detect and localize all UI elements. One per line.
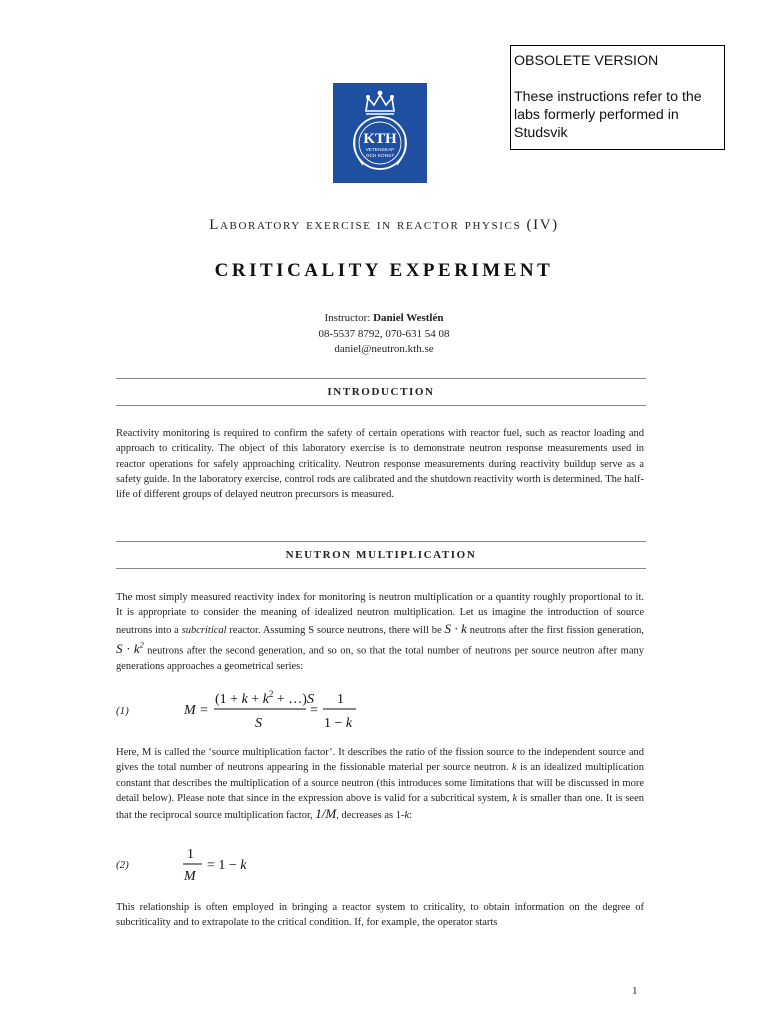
- obsolete-notice-box: [510, 45, 725, 150]
- text-run: The most simply measured reactivity index for monitoring is neutron multiplication or a quantity roughly proportional to it. It is appropriate to consider the meaning of idealized neutron multiplication. Let us imagine the introduction of source neutrons into a: [116, 592, 644, 636]
- svg-text:(1 + k + k2 + …)S: ($1 + k + k^2$ + …)S: [215, 689, 314, 707]
- italic-run: k: [512, 762, 517, 774]
- svg-text:=: =: [310, 703, 318, 718]
- section-divider-top: [116, 541, 646, 542]
- math-s-dot-k-squared: $S \cdot k^2$: [116, 640, 144, 657]
- equation-1-number: (1): [116, 705, 129, 717]
- math-one-over-m: 1/M: [315, 806, 337, 822]
- section-divider-bottom: [116, 568, 646, 569]
- page-number: 1: [632, 985, 638, 997]
- document-title: CRITICALITY EXPERIMENT: [214, 260, 554, 281]
- text-run: :: [409, 810, 413, 822]
- italic-run: subcritical: [181, 624, 227, 636]
- text-run: reactor. Assuming S source neutrons, there will be: [226, 624, 445, 636]
- notice-text: These instructions refer to the labs formerly performed in Studsvik: [514, 89, 702, 141]
- section-divider-bottom: [116, 405, 646, 406]
- instructor-block: [0, 311, 768, 358]
- text-run: , decreases as 1-: [336, 810, 405, 822]
- instructor-name: Daniel Westlén: [373, 312, 444, 324]
- logo-kth-text: KTH: [363, 131, 397, 147]
- instructor-line: [0, 311, 768, 327]
- logo-motto-line2: OCH KONST: [365, 154, 395, 159]
- text-run: Here, M is called the ‘source multiplication factor’. It describes the ratio of the fission source to the independent source and gives the total number of neutrons appearing in the fissionable material per source neutron.: [116, 747, 644, 774]
- kth-logo: [333, 83, 427, 183]
- text-run: neutrons after the second generation, and so on, so that the total number of neutrons per source neutron after many generations approaches a geometrical series:: [116, 645, 644, 672]
- intro-paragraph: Reactivity monitoring is required to confirm the safety of certain operations with reactor fuel, such as reactor loading and approach to criticality. The object of this laboratory exercise is to demonstrate neutron response measurements used in reactor operations for safely approaching criticality. Neutron response measurements during reactivity buildup serve as a safety guide. In the laboratory exercise, control rods are calibrated and the shutdown reactivity worth is determined. The half-life of different groups of delayed neutron precursors is measured.: [116, 428, 644, 501]
- multiplication-paragraph-2: [116, 745, 644, 823]
- svg-text:1: 1: [337, 692, 344, 707]
- text-run: neutrons after the first fission generation,: [466, 624, 645, 636]
- multiplication-heading: NEUTRON MULTIPLICATION: [285, 549, 477, 561]
- svg-text:S: S: [255, 716, 262, 731]
- notice-title: OBSOLETE VERSION: [514, 53, 659, 69]
- svg-text:=: =: [200, 703, 208, 718]
- math-s-dot-k: S · k: [444, 620, 467, 636]
- italic-run: k: [404, 810, 410, 822]
- equation-2-number: (2): [116, 859, 129, 871]
- text-run: is an idealized multiplication constant that describes the multiplication of a source neutron (this introduces some limitations that will be discussed in more detail below). Please note that since in the expression above is valid for a subcritical system,: [116, 762, 644, 804]
- kth-crest-icon: [333, 83, 427, 183]
- svg-text:1: 1: [187, 847, 194, 862]
- svg-text:1 − k: 1 − k: [324, 716, 353, 731]
- svg-text:M: M: [184, 869, 196, 884]
- lab-title: Laboratory exercise in reactor physics (IV): [209, 217, 559, 233]
- text-run: is smaller than one. It is seen that the reciprocal source multiplication factor,: [116, 792, 644, 822]
- italic-run: k: [512, 792, 518, 804]
- svg-text:= 1 − k: = 1 − k: [207, 858, 247, 873]
- multiplication-paragraph-1: [116, 590, 644, 674]
- instructor-email: daniel@neutron.kth.se: [334, 343, 434, 355]
- equation-1: [180, 686, 380, 736]
- multiplication-paragraph-3: This relationship is often employed in bringing a reactor system to criticality, to obtain information on the degree of subcriticality and to extrapolate to the critical condition. If, for example, the operator starts: [116, 902, 644, 929]
- instructor-label: Instructor:: [324, 312, 374, 324]
- instructor-phone: 08-5537 8792, 070-631 54 08: [318, 327, 450, 340]
- logo-motto-line1: VETENSKAP: [365, 148, 395, 153]
- equation-2: [180, 842, 280, 888]
- section-divider-top: [116, 378, 646, 379]
- svg-text:M: M: [184, 703, 196, 718]
- intro-heading: INTRODUCTION: [327, 386, 435, 398]
